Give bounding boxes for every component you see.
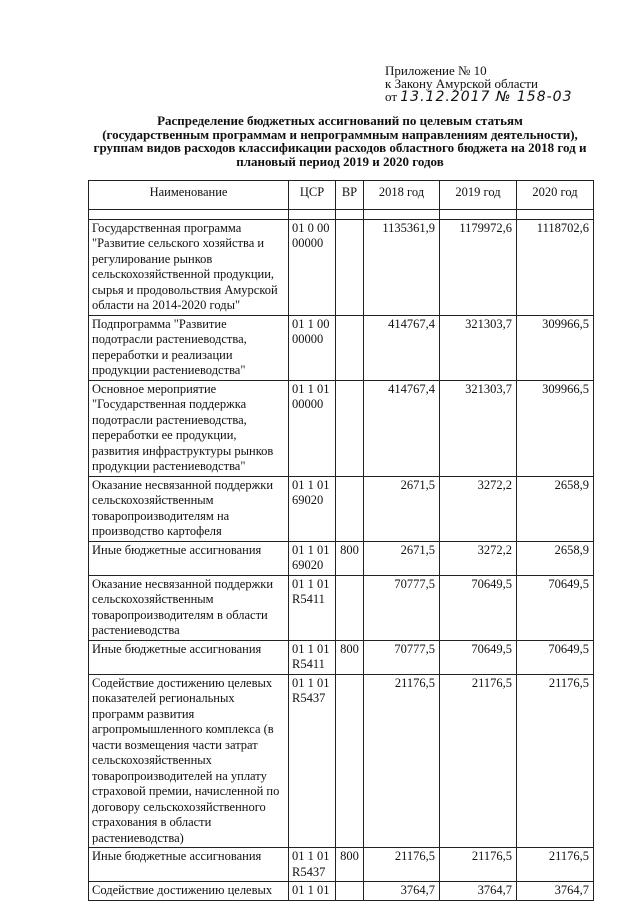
- header-vr: ВР: [336, 181, 364, 210]
- cell-vr: 800: [336, 640, 364, 674]
- cell-2018: 2671,5: [364, 541, 440, 575]
- spacer-cell: [440, 209, 517, 219]
- cell-vr: [336, 882, 364, 901]
- header-2018: 2018 год: [364, 181, 440, 210]
- title-line2: (государственным программам и непрограммным направлениям деятельности),: [102, 126, 578, 142]
- cell-vr: 800: [336, 848, 364, 882]
- cell-2019: 1179972,6: [440, 219, 517, 315]
- cell-2019: 3272,2: [440, 476, 517, 541]
- cell-csr: 01 1 01: [289, 882, 336, 901]
- cell-2019: 70649,5: [440, 575, 517, 640]
- header-2019: 2019 год: [440, 181, 517, 210]
- cell-2020: 309966,5: [517, 315, 594, 380]
- cell-2019: 21176,5: [440, 674, 517, 848]
- cell-csr: 01 1 01 69020: [289, 476, 336, 541]
- cell-csr: 01 1 01 R5437: [289, 848, 336, 882]
- cell-2018: 3764,7: [364, 882, 440, 901]
- cell-2018: 70777,5: [364, 575, 440, 640]
- cell-name: Иные бюджетные ассигнования: [89, 541, 289, 575]
- table-header-row: [89, 181, 594, 210]
- document-title: [60, 114, 620, 168]
- budget-table: [88, 180, 594, 901]
- cell-vr: 800: [336, 541, 364, 575]
- cell-csr: 01 0 00 00000: [289, 219, 336, 315]
- cell-vr: [336, 315, 364, 380]
- header-name: Наименование: [89, 181, 289, 210]
- cell-2019: 21176,5: [440, 848, 517, 882]
- title-line4: плановый период 2019 и 2020 годов: [236, 153, 444, 169]
- table-row: [89, 640, 594, 674]
- cell-name: Иные бюджетные ассигнования: [89, 848, 289, 882]
- cell-2019: 70649,5: [440, 640, 517, 674]
- cell-2020: 70649,5: [517, 575, 594, 640]
- cell-2019: 3272,2: [440, 541, 517, 575]
- cell-2018: 21176,5: [364, 674, 440, 848]
- cell-2020: 70649,5: [517, 640, 594, 674]
- cell-vr: [336, 219, 364, 315]
- table-row: [89, 315, 594, 380]
- appendix-date-prefix: от: [385, 89, 398, 104]
- cell-csr: 01 1 01 00000: [289, 380, 336, 476]
- spacer-cell: [364, 209, 440, 219]
- cell-name: Основное мероприятие "Государственная поддержка подотрасли растениеводства, переработки ее продукции, развития инфраструктуры рынков продукции растениеводства": [89, 380, 289, 476]
- cell-vr: [336, 476, 364, 541]
- cell-name: Содействие достижению целевых: [89, 882, 289, 901]
- cell-2020: 2658,9: [517, 476, 594, 541]
- cell-name: Подпрограмма "Развитие подотрасли растениеводства, переработки и реализации продукции растениеводства": [89, 315, 289, 380]
- cell-name: Оказание несвязанной поддержки сельскохозяйственным товаропроизводителям в области растениеводства: [89, 575, 289, 640]
- appendix-line2: к Закону Амурской области: [385, 76, 538, 91]
- spacer-cell: [89, 209, 289, 219]
- cell-name: Содействие достижению целевых показателей региональных программ развития агропромышленного комплекса (в части возмещения части затрат сельскохозяйственных товаропроизводителей на уплату страховой премии, начисленной по договору сельскохозяйственного страхования в области растениеводства): [89, 674, 289, 848]
- cell-2020: 21176,5: [517, 848, 594, 882]
- cell-csr: 01 1 01 R5411: [289, 640, 336, 674]
- cell-2020: 21176,5: [517, 674, 594, 848]
- appendix-line3: [385, 90, 572, 104]
- table-row: [89, 848, 594, 882]
- cell-2018: 414767,4: [364, 380, 440, 476]
- cell-csr: 01 1 01 R5411: [289, 575, 336, 640]
- cell-2018: 2671,5: [364, 476, 440, 541]
- cell-2019: 321303,7: [440, 380, 517, 476]
- cell-vr: [336, 674, 364, 848]
- title-line1: Распределение бюджетных ассигнований по целевым статьям: [157, 113, 523, 128]
- cell-2018: 21176,5: [364, 848, 440, 882]
- spacer-cell: [517, 209, 594, 219]
- appendix-line1: Приложение № 10: [385, 63, 487, 78]
- spacer-cell: [336, 209, 364, 219]
- table-row: [89, 882, 594, 901]
- cell-2018: 414767,4: [364, 315, 440, 380]
- cell-2019: 321303,7: [440, 315, 517, 380]
- table-row: [89, 219, 594, 315]
- cell-2020: 3764,7: [517, 882, 594, 901]
- table-row: [89, 541, 594, 575]
- cell-vr: [336, 575, 364, 640]
- cell-csr: 01 1 01 R5437: [289, 674, 336, 848]
- header-csr: ЦСР: [289, 181, 336, 210]
- table-row: [89, 380, 594, 476]
- cell-name: Иные бюджетные ассигнования: [89, 640, 289, 674]
- cell-2019: 3764,7: [440, 882, 517, 901]
- header-spacer-row: [89, 209, 594, 219]
- cell-vr: [336, 380, 364, 476]
- cell-csr: 01 1 01 69020: [289, 541, 336, 575]
- cell-2018: 1135361,9: [364, 219, 440, 315]
- table-row: [89, 575, 594, 640]
- cell-name: Государственная программа "Развитие сельского хозяйства и регулирование рынков сельскохозяйственной продукции, сырья и продовольствия Амурской области на 2014-2020 годы": [89, 219, 289, 315]
- cell-name: Оказание несвязанной поддержки сельскохозяйственным товаропроизводителям на производство картофеля: [89, 476, 289, 541]
- title-line3: группам видов расходов классификации расходов областного бюджета на 2018 год и: [93, 140, 587, 155]
- table-row: [89, 476, 594, 541]
- cell-2020: 1118702,6: [517, 219, 594, 315]
- spacer-cell: [289, 209, 336, 219]
- cell-2018: 70777,5: [364, 640, 440, 674]
- cell-csr: 01 1 00 00000: [289, 315, 336, 380]
- cell-2020: 309966,5: [517, 380, 594, 476]
- table-row: [89, 674, 594, 848]
- header-2020: 2020 год: [517, 181, 594, 210]
- appendix-block: [385, 64, 572, 104]
- cell-2020: 2658,9: [517, 541, 594, 575]
- handwritten-date-number: 13.12.2017 № 158-03: [400, 89, 573, 105]
